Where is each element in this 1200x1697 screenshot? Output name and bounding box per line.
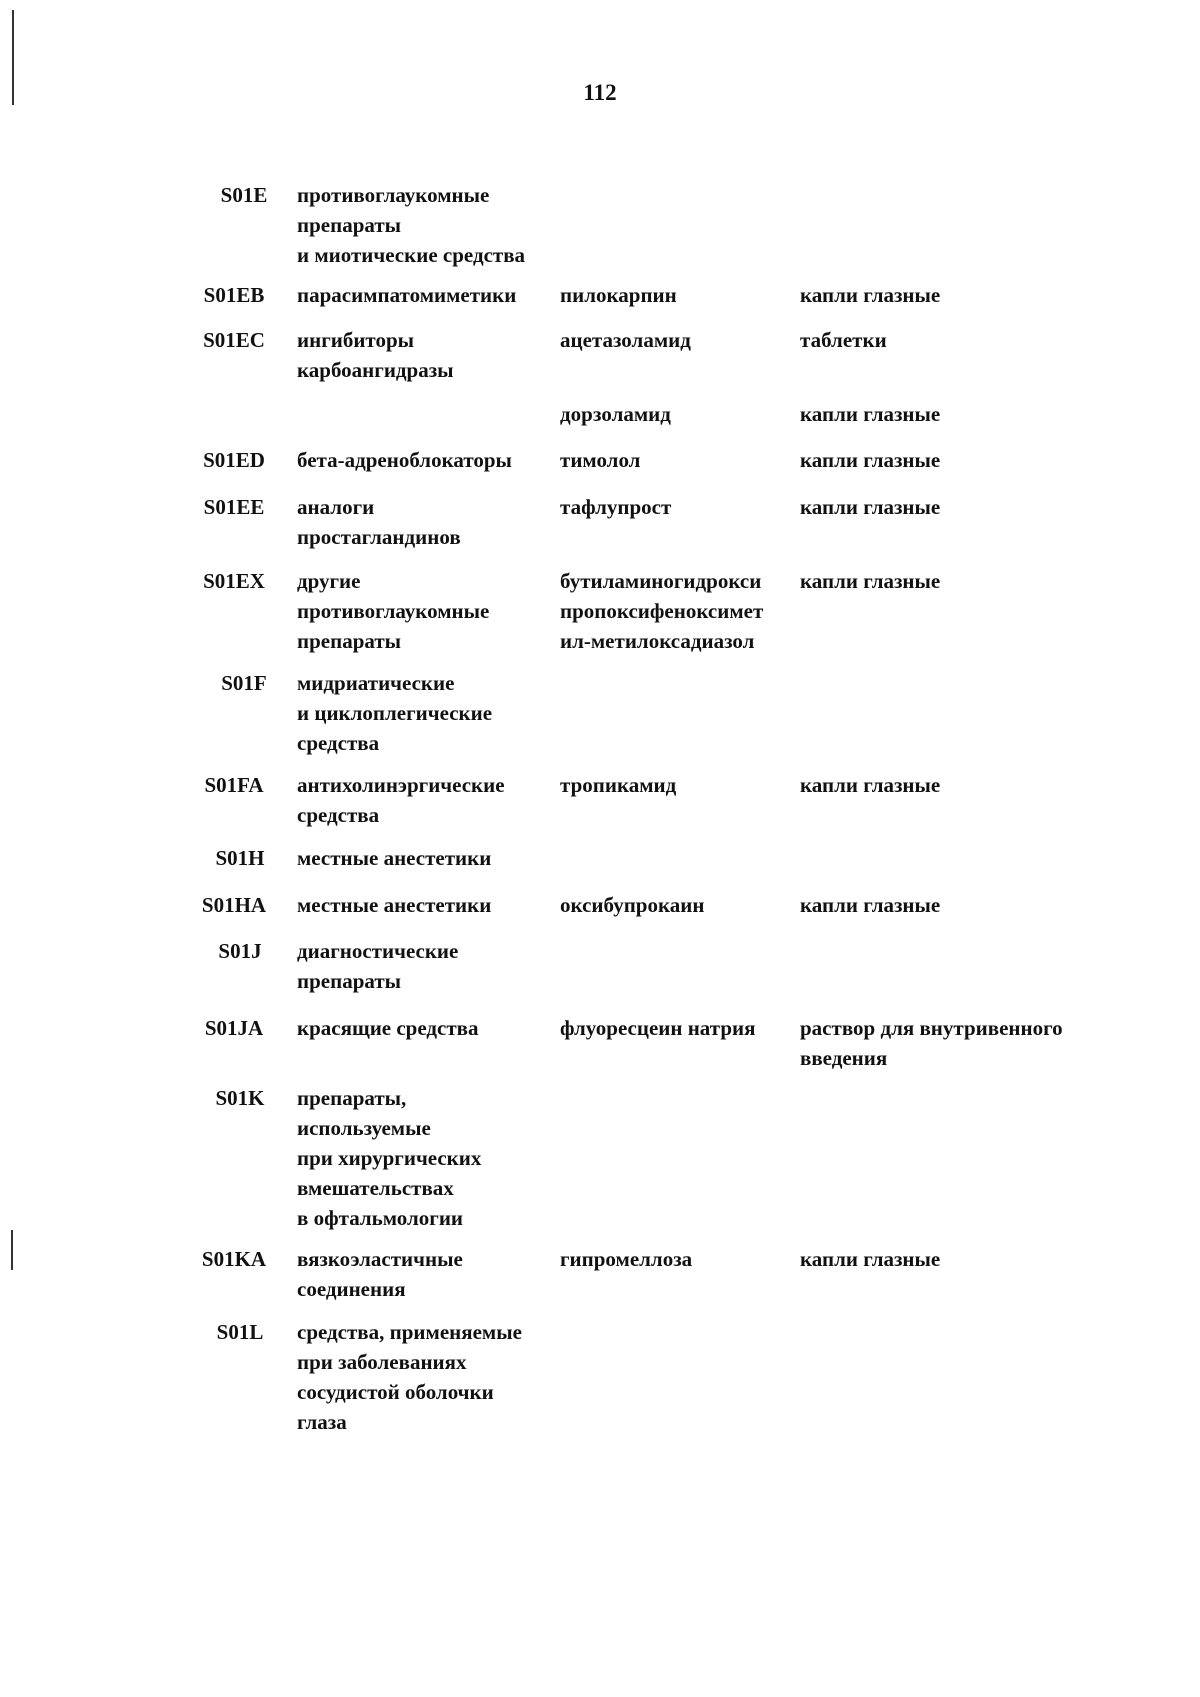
drug-name-cell [560,1013,800,1043]
drug-name-line: тимолол [560,448,641,472]
dosage-form-cell [800,1013,1100,1073]
dosage-form-line: капли глазные [800,893,941,917]
atc-group-name-cell [297,280,557,310]
dosage-form-cell [800,445,1100,475]
atc-group-name-line: вязкоэластичные [297,1247,463,1271]
atc-group-name-cell [297,492,557,552]
drug-name-line: ил-метилоксадиазол [560,629,755,653]
atc-group-name-line: антихолинэргические [297,773,505,797]
dosage-form-line: капли глазные [800,1247,941,1271]
scan-edge-mark [12,10,14,105]
atc-group-name-line: диагностические [297,939,459,963]
atc-group-name-line: бета-адреноблокаторы [297,448,512,472]
atc-code: S01EC [203,328,265,352]
atc-group-name-line: аналоги [297,495,375,519]
atc-group-name-line: красящие средства [297,1016,479,1040]
atc-group-name-line: при заболеваниях [297,1350,467,1374]
scan-edge-mark [11,1230,13,1270]
atc-group-name-line: вмешательствах [297,1176,454,1200]
atc-group-name-line: препараты [297,213,402,237]
atc-code: S01HA [201,893,267,917]
drug-name-cell [560,890,800,920]
atc-group-name-line: мидриатические [297,671,455,695]
atc-code: S01J [218,939,262,963]
atc-group-name-line: соединения [297,1277,406,1301]
drug-name-cell [560,1244,800,1274]
dosage-form-line: введения [800,1046,888,1070]
atc-group-name-cell [297,936,557,996]
drug-name-cell [560,445,800,475]
atc-code: S01F [221,671,267,695]
atc-group-name-cell [297,1083,557,1233]
dosage-form-cell [800,770,1100,800]
dosage-form-line: капли глазные [800,495,941,519]
dosage-form-cell [800,399,1100,429]
atc-group-name-line: в офтальмологии [297,1206,464,1230]
atc-code: S01ED [203,448,265,472]
drug-name-cell [560,399,800,429]
drug-name-line: дорзоламид [560,402,671,426]
dosage-form-cell [800,1244,1100,1274]
drug-name-cell [560,492,800,522]
atc-group-name-line: парасимпатомиметики [297,283,517,307]
drug-name-line: флуоресцеин натрия [560,1016,756,1040]
atc-group-name-line: простагландинов [297,525,461,549]
atc-code: S01H [215,846,265,870]
drug-name-line: бутиламиногидрокси [560,569,762,593]
dosage-form-cell [800,492,1100,522]
atc-group-name-cell [297,566,557,656]
dosage-form-line: капли глазные [800,773,941,797]
atc-code: S01KA [201,1247,267,1271]
dosage-form-cell [800,566,1100,596]
drug-name-line: пропоксифеноксимет [560,599,764,623]
drug-name-line: тропикамид [560,773,677,797]
atc-code: S01EE [203,495,265,519]
atc-group-name-line: противоглаукомные [297,599,490,623]
dosage-form-line: капли глазные [800,283,941,307]
atc-group-name-line: препараты [297,969,402,993]
atc-group-name-line: местные анестетики [297,893,492,917]
dosage-form-cell [800,325,1100,355]
atc-group-name-cell [297,770,557,830]
drug-name-cell [560,770,800,800]
page-number: 112 [583,80,617,105]
atc-group-name-line: сосудистой оболочки [297,1380,494,1404]
atc-group-name-line: используемые [297,1116,431,1140]
atc-code: S01E [220,183,268,207]
drug-name-line: тафлупрост [560,495,672,519]
atc-group-name-line: при хирургических [297,1146,482,1170]
atc-group-name-line: местные анестетики [297,846,492,870]
atc-group-name-cell [297,325,557,385]
atc-group-name-line: и циклоплегические [297,701,493,725]
atc-group-name-line: препараты, [297,1086,407,1110]
atc-code: S01JA [204,1016,264,1040]
atc-code: S01K [215,1086,265,1110]
drug-name-cell [560,566,800,656]
atc-group-name-line: другие [297,569,361,593]
dosage-form-line: капли глазные [800,448,941,472]
atc-group-name-line: противоглаукомные [297,183,490,207]
dosage-form-cell [800,280,1100,310]
drug-name-line: ацетазоламид [560,328,691,352]
atc-group-name-line: средства, применяемые [297,1320,522,1344]
atc-group-name-cell [297,445,557,475]
atc-code: S01EX [203,569,265,593]
atc-group-name-cell [297,1244,557,1304]
atc-group-name-line: карбоангидразы [297,358,454,382]
dosage-form-cell [800,890,1100,920]
dosage-form-line: раствор для внутривенного [800,1016,1063,1040]
atc-group-name-cell [297,180,557,270]
dosage-form-line: капли глазные [800,569,941,593]
atc-group-name-cell [297,890,557,920]
atc-code: S01FA [204,773,264,797]
atc-group-name-line: ингибиторы [297,328,415,352]
atc-group-name-cell [297,843,557,873]
atc-group-name-cell [297,668,557,758]
atc-group-name-cell [297,1013,557,1043]
atc-group-name-line: средства [297,803,380,827]
atc-group-name-line: глаза [297,1410,347,1434]
dosage-form-line: капли глазные [800,402,941,426]
atc-group-name-line: и миотические средства [297,243,526,267]
drug-name-line: гипромеллоза [560,1247,693,1271]
drug-name-cell [560,325,800,355]
atc-group-name-line: препараты [297,629,402,653]
drug-name-line: пилокарпин [560,283,677,307]
drug-name-line: оксибупрокаин [560,893,705,917]
drug-name-cell [560,280,800,310]
atc-code: S01EB [203,283,265,307]
atc-code: S01L [216,1320,264,1344]
atc-group-name-line: средства [297,731,380,755]
atc-group-name-cell [297,1317,557,1437]
dosage-form-line: таблетки [800,328,887,352]
